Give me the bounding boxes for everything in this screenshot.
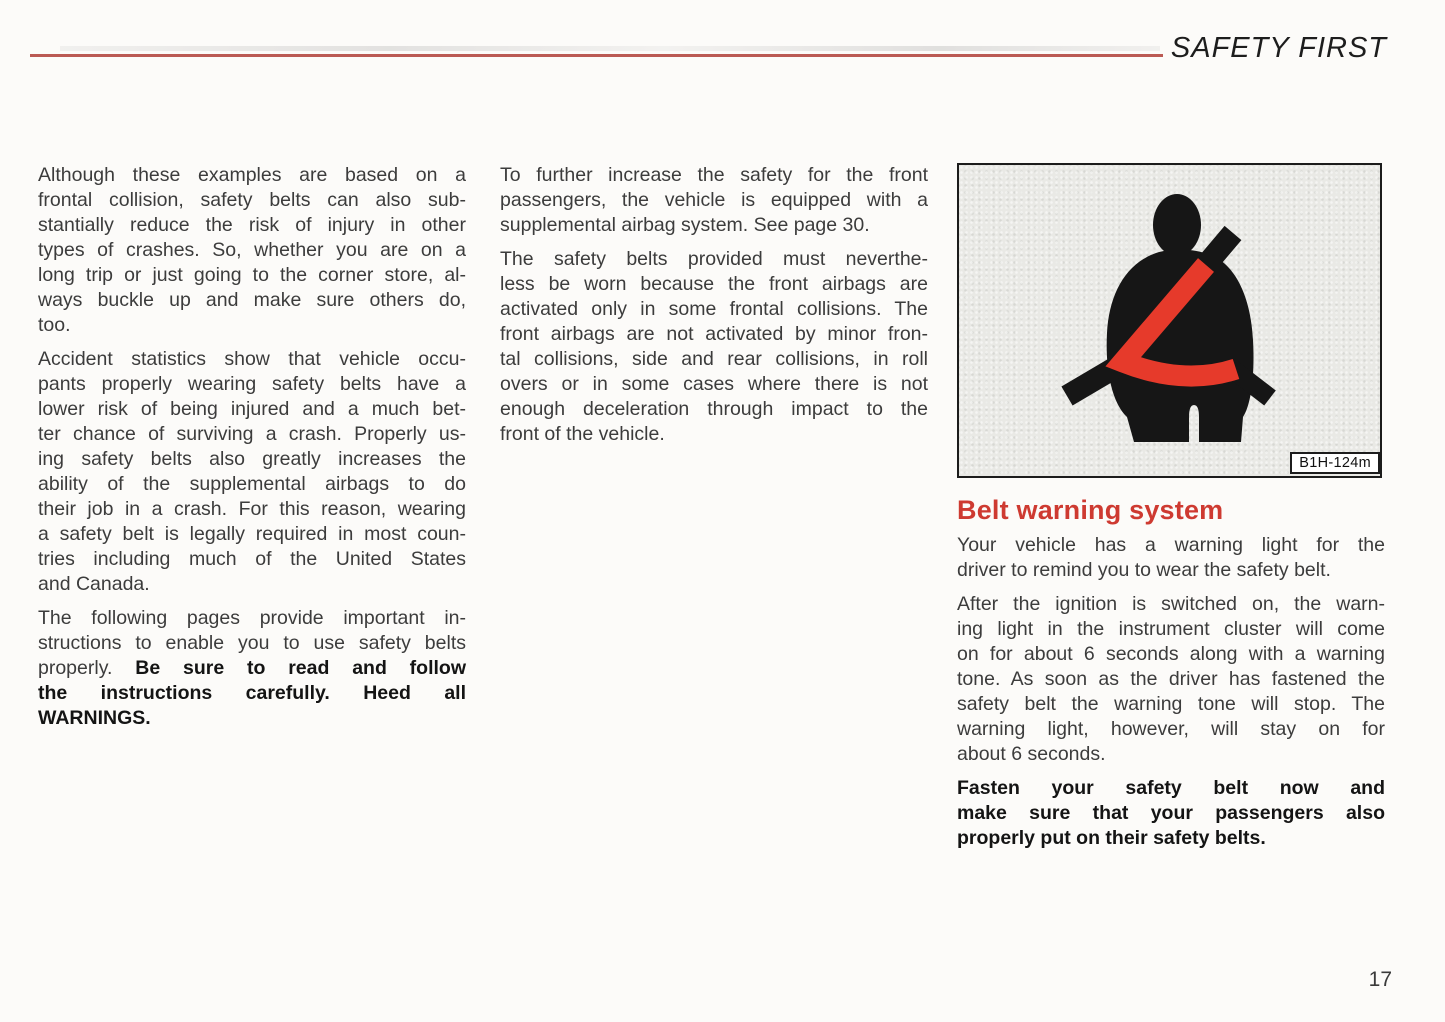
paragraph [38, 163, 466, 338]
text-line: front of the vehicle. [500, 423, 665, 445]
text-line: stantially reduce the risk of injury in other [38, 214, 466, 236]
text-line: structions to enable you to use safety belts [38, 632, 466, 654]
text-line: and Canada. [38, 573, 150, 595]
text-line: about 6 seconds. [957, 743, 1106, 765]
text-line: their job in a crash. For this reason, wearing [38, 498, 466, 520]
text-line: types of crashes. So, whether you are on a [38, 239, 466, 261]
text-line: lower risk of being injured and a much bet- [38, 398, 466, 420]
text-line: ways buckle up and make sure others do, [38, 289, 466, 311]
text-line: pants properly wearing safety belts have a [38, 373, 466, 395]
paragraph [957, 533, 1385, 583]
header-rule-ghost [60, 46, 1160, 51]
text-line: tries including much of the United States [38, 548, 466, 570]
text-line: tal collisions, side and rear collisions, in roll [500, 348, 928, 370]
text-line: Your vehicle has a warning light for the [957, 534, 1385, 556]
text-line: supplemental airbag system. See page 30. [500, 214, 870, 236]
text-line: less be worn because the front airbags are [500, 273, 928, 295]
text-line: activated only in some frontal collisions. The [500, 298, 928, 320]
paragraph [500, 247, 928, 447]
header-rule [30, 54, 1163, 57]
text-line: Accident statistics show that vehicle occu- [38, 348, 466, 370]
paragraph [38, 347, 466, 597]
text-line: ing light in the instrument cluster will come [957, 618, 1385, 640]
text-run-bold: Be sure to read and follow [135, 657, 466, 679]
right-column [957, 163, 1385, 860]
text-line: frontal collision, safety belts can also sub- [38, 189, 466, 211]
text-line: WARNINGS. [38, 707, 151, 729]
text-run: properly. [38, 657, 136, 679]
text-line: ing safety belts also greatly increases the [38, 448, 466, 470]
paragraph [957, 592, 1385, 767]
text-line: overs or in some cases where there is not [500, 373, 928, 395]
text-line: too. [38, 314, 71, 336]
text-line: The safety belts provided must neverthe- [500, 248, 928, 270]
text-line: make sure that your passengers also [957, 802, 1385, 824]
text-line: the instructions carefully. Heed all [38, 682, 466, 704]
text-line: properly put on their safety belts. [957, 827, 1266, 849]
text-line: long trip or just going to the corner store, al- [38, 264, 466, 286]
paragraph [38, 606, 466, 731]
figure-label: B1H-124m [1290, 452, 1380, 474]
text-line: Although these examples are based on a [38, 164, 466, 186]
text-line: enough deceleration through impact to the [500, 398, 928, 420]
text-line: ter chance of surviving a crash. Properly us- [38, 423, 466, 445]
text-line: safety belt the warning tone will stop. The [957, 693, 1385, 715]
text-line: Fasten your safety belt now and [957, 777, 1385, 799]
text-line: passengers, the vehicle is equipped with a [500, 189, 928, 211]
paragraph-bold [957, 776, 1385, 851]
text-line: driver to remind you to wear the safety belt. [957, 559, 1331, 581]
seatbelt-figure [957, 163, 1382, 478]
text-line: tone. As soon as the driver has fastened the [957, 668, 1385, 690]
paragraph [500, 163, 928, 238]
text-line: After the ignition is switched on, the warn- [957, 593, 1385, 615]
page-title: SAFETY FIRST [1170, 32, 1387, 64]
text-line: The following pages provide important in- [38, 607, 466, 629]
text-line [38, 656, 466, 681]
text-line: To further increase the safety for the front [500, 164, 928, 186]
text-line: a safety belt is legally required in most coun- [38, 523, 466, 545]
text-line: ability of the supplemental airbags to do [38, 473, 466, 495]
left-column [38, 163, 466, 740]
section-heading: Belt warning system [957, 495, 1224, 525]
text-line: front airbags are not activated by minor fron- [500, 323, 928, 345]
text-line: on for about 6 seconds along with a warning [957, 643, 1385, 665]
seatbelt-pictogram-icon [959, 165, 1380, 476]
page-number: 17 [1368, 968, 1392, 991]
middle-column [500, 163, 928, 456]
text-line: warning light, however, will stay on for [957, 718, 1385, 740]
